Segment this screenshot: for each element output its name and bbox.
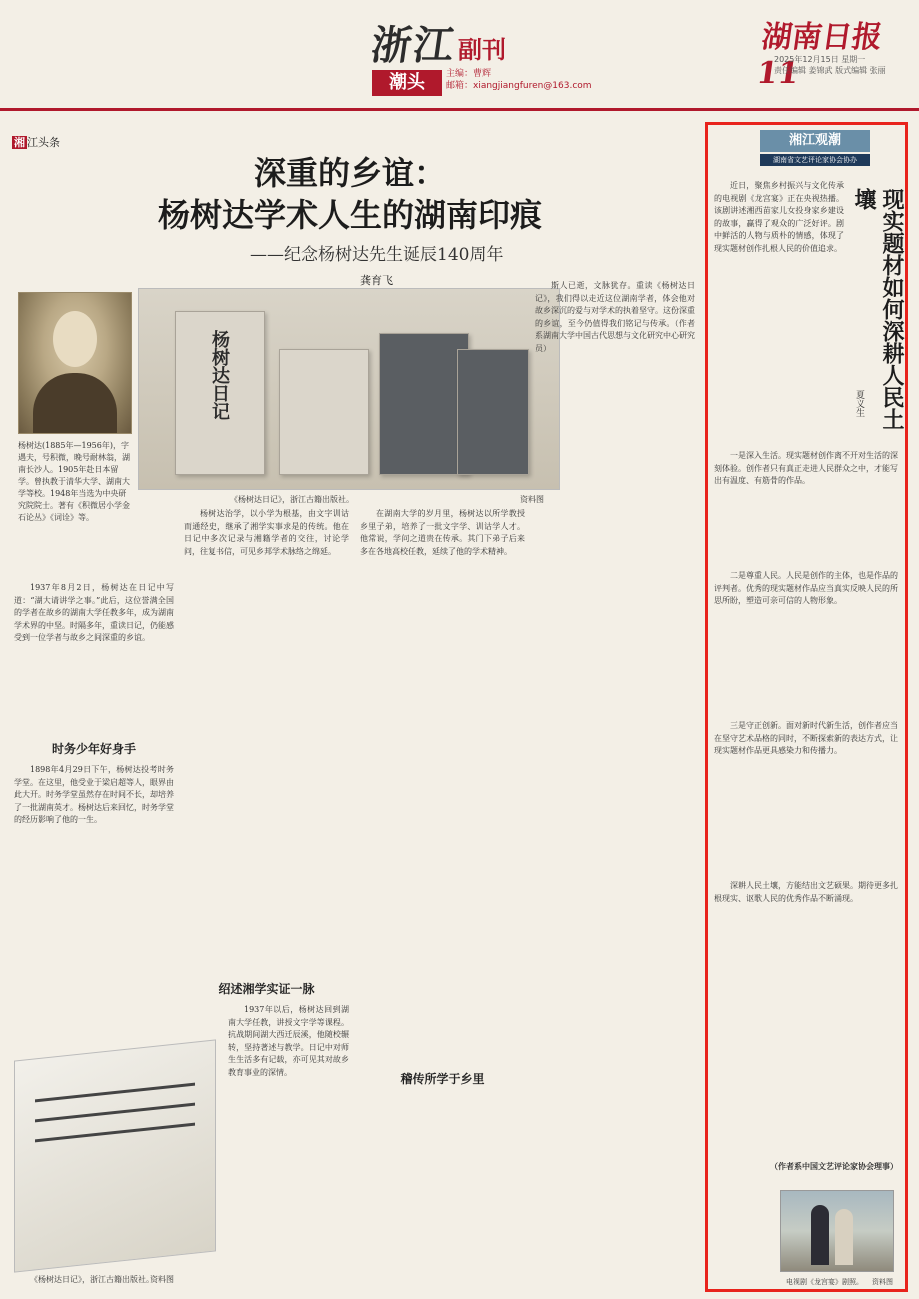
portrait-face — [53, 311, 97, 367]
portrait-photo — [18, 292, 132, 434]
editor-info — [446, 68, 592, 92]
portrait-coat — [33, 373, 117, 433]
book-cover — [379, 333, 469, 475]
tv-drama-photo — [780, 1190, 894, 1272]
right-column-header: 湘江观潮 — [760, 130, 870, 152]
editor-email: 邮箱：xiangjiangfuren@163.com — [446, 81, 592, 91]
date-line: 2025年12月15日 星期一 — [774, 55, 866, 64]
byline: 龚育飞 — [360, 274, 393, 287]
open-book-photo — [14, 1039, 216, 1272]
article-column — [14, 582, 174, 722]
photo-credit: 资料图 — [520, 495, 544, 504]
masthead-rule — [0, 108, 919, 111]
paragraph: 杨树达治学，以小学为根基，由文字训诂而通经史，继承了湘学实事求是的传统。他在日记中多次记录与湘籍学者的交往，讨论学问，往复书信，可见乡邦学术脉络之绵延。 — [184, 509, 349, 556]
paragraph: 近日，聚焦乡村振兴与文化传承的电视剧《龙宫宴》正在央视热播。该剧讲述湘西苗家儿女投身家乡建设的故事，赢得了观众的广泛好评。剧中鲜活的人物与质朴的情感，体现了现实题材创作扎根人民的价值追求。 — [714, 181, 844, 253]
headline — [100, 152, 600, 236]
editors-line: 责任编辑 姜锦武 版式编辑 张丽 — [774, 66, 886, 75]
column-badge: 潮头 — [372, 70, 442, 96]
book-cover — [279, 349, 369, 475]
article-column — [535, 280, 695, 1280]
paragraph: 1898年4月29日下午，杨树达投考时务学堂。在这里，他受业于梁启超等人，眼界由此大开。时务学堂虽然存在时间不长，却培养了一批湖南英才。杨树达后来回忆，时务学堂的经历影响了他的一生。 — [14, 765, 174, 825]
right-article-text — [714, 720, 898, 758]
headline-line-2: 杨树达学术人生的湖南印痕 — [157, 196, 542, 234]
paragraph: 在湖南大学的岁月里，杨树达以所学教授乡里子弟，培养了一批文字学、训诂学人才。他常说，学问之道贵在传承。其门下弟子后来多在各地高校任教，延续了他的学术精神。 — [360, 509, 525, 556]
paragraph: 深耕人民土壤，方能结出文艺硕果。期待更多扎根现实、讴歌人民的优秀作品不断涌现。 — [714, 881, 898, 903]
paragraph: 一是深入生活。现实题材创作离不开对生活的深刻体验。创作者只有真正走进人民群众之中，才能写出有温度、有筋骨的作品。 — [714, 451, 898, 486]
section-title: 浙江 — [368, 22, 459, 69]
section-heading: 稽传所学于乡里 — [400, 1072, 485, 1086]
book-text-line — [35, 1083, 195, 1103]
book-text-line — [35, 1103, 195, 1123]
section-heading: 时务少年好身手 — [51, 742, 136, 756]
right-article-text — [714, 180, 844, 256]
section-heading: 绍述湘学实证一脉 — [218, 982, 315, 996]
editor-line: 主编：曹辉 — [446, 69, 492, 79]
photo-caption: 《杨树达日记》，浙江古籍出版社。 — [30, 1275, 154, 1284]
article-column — [14, 764, 174, 1034]
masthead — [0, 0, 919, 108]
article-column — [228, 1004, 349, 1284]
section-subtitle: 副刊 — [458, 35, 506, 64]
right-article-signature: （作者系中国文艺评论家协会理事） — [770, 1161, 898, 1171]
right-article-author: 夏义生 — [854, 390, 864, 417]
figure-silhouette — [811, 1205, 829, 1265]
tag-mark: 湘 — [14, 136, 25, 149]
photo-caption: 电视剧《龙宫宴》剧照。 — [786, 1278, 863, 1286]
right-column-subheader: 湖南省文艺评论家协会协办 — [760, 154, 870, 166]
paragraph: 1937年8月2日，杨树达在日记中写道：“湖大请讲学之事。”此后，这位誉满全国的学者在故乡的湖南大学任教多年，成为湖南学术界的中坚。时隔多年，重读日记，仍能感受到一位学者与故乡之间深重的乡谊。 — [14, 583, 174, 643]
right-article-text — [714, 570, 898, 608]
figure-silhouette — [835, 1209, 853, 1265]
tag-text: 江头条 — [27, 136, 60, 149]
book-photo — [138, 288, 560, 490]
paragraph: 三是守正创新。面对新时代新生活，创作者应当在坚守艺术品格的同时，不断探索新的表达方式，让现实题材作品更具感染力和传播力。 — [714, 721, 898, 756]
date-info — [774, 54, 886, 76]
newspaper-logo: 湖南日报11 — [754, 20, 885, 91]
paragraph: 斯人已逝，文脉犹存。重读《杨树达日记》，我们得以走近这位湖南学者，体会他对故乡深沉的爱与对学术的执着坚守。这份深重的乡谊，至今仍值得我们铭记与传承。（作者系湖南大学中国古代思想与文化研究中心研究员） — [535, 281, 695, 353]
article-tag — [12, 134, 60, 150]
photo-caption: 《杨树达日记》，浙江古籍出版社。 — [230, 495, 354, 504]
photo-credit: 资料图 — [872, 1278, 893, 1286]
article-column — [184, 508, 349, 968]
headline-line-1: 深重的乡谊： — [253, 154, 446, 192]
book-text-line — [35, 1123, 195, 1143]
photo-credit: 资料图 — [150, 1275, 174, 1284]
subheadline: ——纪念杨树达先生诞辰140周年 — [250, 245, 504, 265]
paragraph: 1937年以后，杨树达回到湖南大学任教，讲授文字学等课程。抗战期间湖大西迁辰溪，他随校辗转，坚持著述与教学。日记中对师生生活多有记载，亦可见其对故乡教育事业的深情。 — [228, 1005, 349, 1077]
book-cover — [175, 311, 265, 475]
book-title: 杨树达日记 — [209, 330, 230, 420]
right-article-text — [714, 880, 898, 905]
book-cover — [457, 349, 529, 475]
bio-caption: 杨树达(1885年—1956年)，字遇夫，号积微，晚号耐林翁，湖南长沙人。1905年赴日本留学。曾执教于清华大学、湖南大学等校。1948年当选为中央研究院院士。著有《积微居小学金石论丛》《词诠》等。 — [18, 441, 130, 522]
paragraph: 二是尊重人民。人民是创作的主体，也是作品的评判者。优秀的现实题材作品应当真实反映人民的所思所盼，塑造可亲可信的人物形象。 — [714, 571, 898, 606]
right-article-text — [714, 450, 898, 488]
right-article-title: 现实题材如何深耕人民土壤 — [851, 188, 905, 430]
